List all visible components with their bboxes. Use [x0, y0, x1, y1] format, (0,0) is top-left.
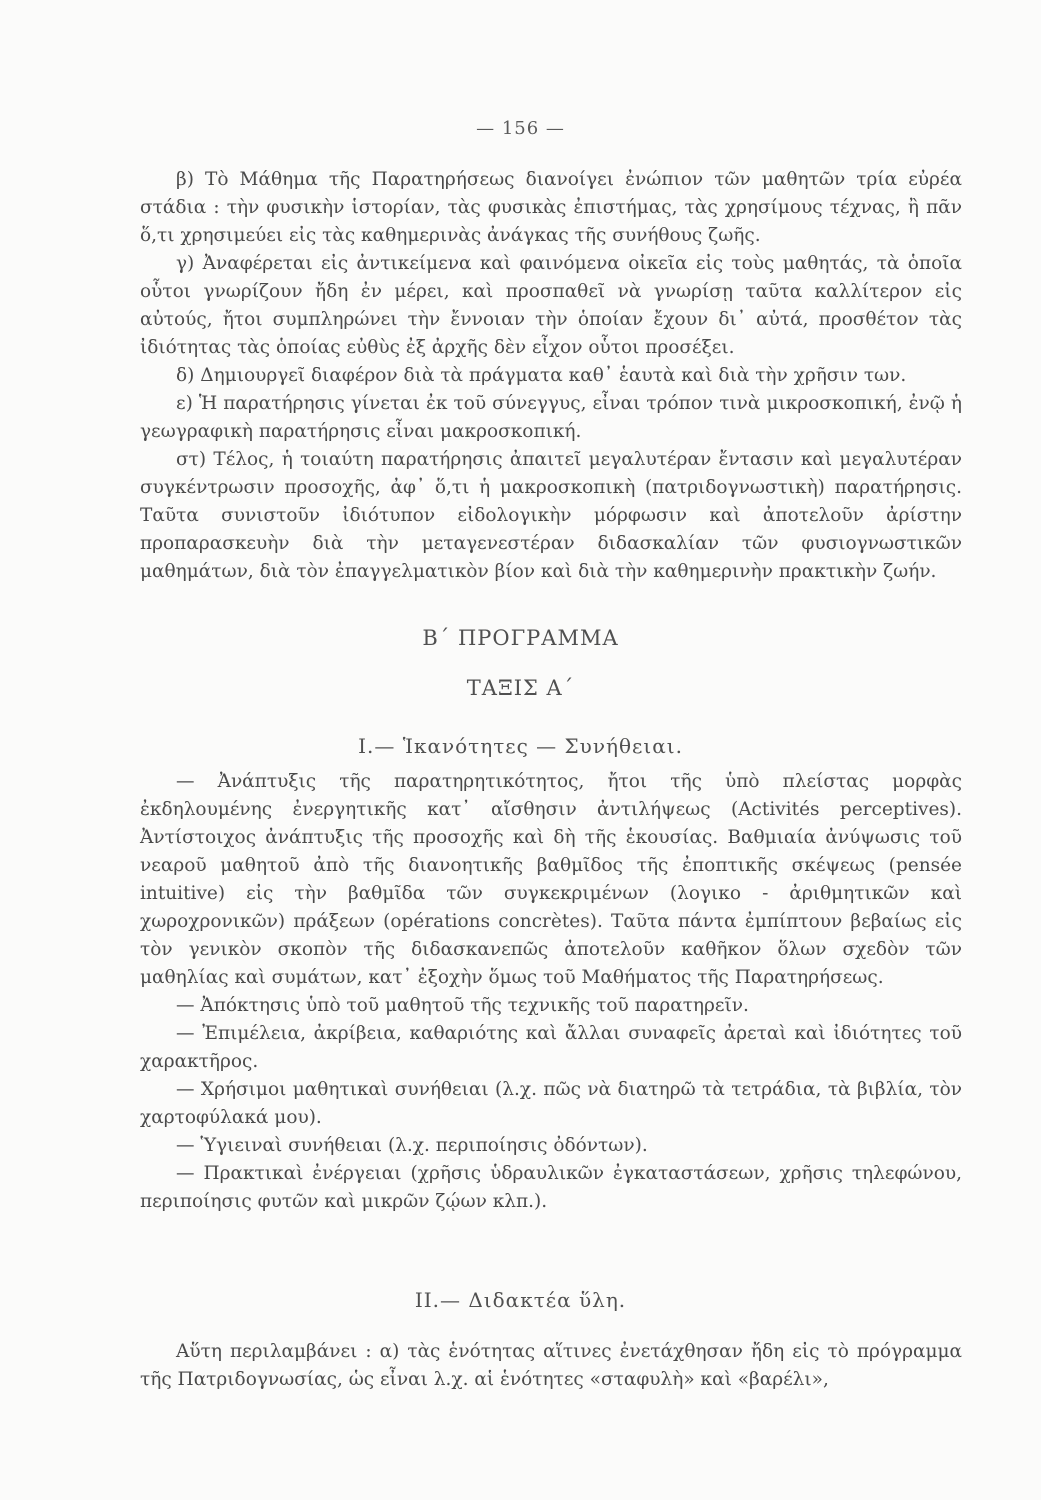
- part1-item: — Πρακτικαὶ ἐνέργειαι (χρῆσις ὑδραυλικῶν ἐγκαταστάσεων, χρῆσις τηλεφώνου, περιποίησις φυτῶν καὶ μικρῶν ζῴων κλπ.).: [140, 1163, 962, 1212]
- paragraph-st: στ) Τέλος, ἡ τοιαύτη παρατήρησις ἀπαιτεῖ μεγαλυτέραν ἔντασιν καὶ μεγαλυτέραν συγκέντρωσιν προσοχῆς, ἀφ᾿ ὅ,τι ἡ μακροσκοπικὴ (πατριδογνωστικὴ) παρατήρησις. Ταῦτα συνιστοῦν ἰδιότυπον εἰδολογικὴν μόρφωσιν καὶ ἀποτελοῦν ἀρίστην προπαρασκευὴν διὰ τὴν μεταγενεστέραν διδασκαλίαν τῶν φυσιογνωστικῶν μαθημάτων, διὰ τὸν ἐπαγγελματικὸν βίον καὶ διὰ τὴν καθημερινὴν πρακτικὴν ζωήν.: [140, 449, 962, 582]
- part1-item: — Ἀνάπτυξις τῆς παρατηρητικότητος, ἤτοι τῆς ὑπὸ πλείστας μορφὰς ἐκδηλουμένης ἐνεργητικῆς κατ᾿ αἴσθησιν ἀντιλήψεως (Activités perceptives). Ἀντίστοιχος ἀνάπτυξις τῆς προσοχῆς καὶ δὴ τῆς ἑκουσίας. Βαθμιαία ἀνύψωσις τοῦ νεαροῦ μαθητοῦ ἀπὸ τῆς διανοητικῆς βαθμῖδος τῆς ἐποπτικῆς σκέψεως (pensée intuitive) εἰς τὴν βαθμῖδα τῶν συγκεκριμένων (λογικο - ἀριθμητικῶν καὶ χωροχρονικῶν) πράξεων (opérations concrètes). Ταῦτα πάντα ἐμπίπτουν βεβαίως εἰς τὸν γενικὸν σκοπὸν τῆς διδασκανεπῶς ἀποτελοῦν καθῆκον ὅλων σχεδὸν τῶν μαθηλίας καὶ συμάτων, κατ᾿ ἐξοχὴν ὅμως τοῦ Μαθήματος τῆς Παρατηρήσεως.: [140, 771, 962, 988]
- part2-paragraph: Αὕτη περιλαμβάνει : α) τὰς ἑνότητας αἵτινες ἐνετάχθησαν ἤδη εἰς τὸ πρόγραμμα τῆς Πατριδογνωσίας, ὡς εἶναι λ.χ. αἱ ἑνότητες «σταφυλὴ» καὶ «βαρέλι»,: [140, 1341, 962, 1390]
- part1-item: — Ἀπόκτησις ὑπὸ τοῦ μαθητοῦ τῆς τεχνικῆς τοῦ παρατηρεῖν.: [176, 995, 749, 1016]
- intro-section: [140, 166, 962, 586]
- paragraph-beta: β) Τὸ Μάθημα τῆς Παρατηρήσεως διανοίγει ἐνώπιον τῶν μαθητῶν τρία εὐρέα στάδια : τὴν φυσικὴν ἱστορίαν, τὰς φυσικὰς ἐπιστήμας, τὰς χρησίμους τέχνας, ἢ πᾶν ὅ,τι χρησιμεύει εἰς τὰς καθημερινὰς ἀνάγκας τῆς συνήθους ζωῆς.: [140, 169, 962, 246]
- part2-section: [140, 1338, 962, 1394]
- paragraph-delta: δ) Δημιουργεῖ διαφέρον διὰ τὰ πράγματα καθ᾿ ἑαυτὰ καὶ διὰ τὴν χρῆσιν των.: [176, 365, 907, 386]
- section-title: Β΄ ΠΡΟΓΡΑΜΜΑ: [422, 626, 619, 650]
- part1-title-text: I.— Ἱκανότητες — Συνήθειαι.: [358, 734, 683, 758]
- class-title: ΤΑΞΙΣ Α΄: [466, 676, 575, 700]
- part1-section: [140, 768, 962, 1216]
- part1-title: [0, 734, 1041, 758]
- page-number: — 156 —: [476, 118, 565, 139]
- part1-item: — Ὑγιειναὶ συνήθειαι (λ.χ. περιποίησις ὀδόντων).: [176, 1135, 648, 1156]
- part1-item: — Χρήσιμοι μαθητικαὶ συνήθειαι (λ.χ. πῶς νὰ διατηρῶ τὰ τετράδια, τὰ βιβλία, τὸν χαρτοφύλακά μου).: [140, 1079, 962, 1128]
- part2-title: [0, 1288, 1041, 1312]
- paragraph-epsilon: ε) Ἡ παρατήρησις γίνεται ἐκ τοῦ σύνεγγυς, εἶναι τρόπον τινὰ μικροσκοπική, ἐνῷ ἡ γεωγραφικὴ παρατήρησις εἶναι μακροσκοπική.: [140, 393, 962, 442]
- part2-title-text: II.— Διδακτέα ὕλη.: [414, 1288, 627, 1312]
- part1-item: — Ἐπιμέλεια, ἀκρίβεια, καθαριότης καὶ ἄλλαι συναφεῖς ἀρεταὶ καὶ ἰδιότητες τοῦ χαρακτῆρος.: [140, 1023, 962, 1072]
- paragraph-gamma: γ) Ἀναφέρεται εἰς ἀντικείμενα καὶ φαινόμενα οἰκεῖα εἰς τοὺς μαθητάς, τὰ ὁποῖα οὗτοι γνωρίζουν ἤδη ἐν μέρει, καὶ προσπαθεῖ νὰ γνωρίσῃ ταῦτα καλλίτερον εἰς αὐτούς, ἤτοι συμπληρώνει τὴν ἔννοιαν τὴν ὁποίαν ἔχουν δι᾿ αὐτά, προσθέτον τὰς ἰδιότητας τὰς ὁποίας εὐθὺς ἐξ ἀρχῆς δὲν εἶχον οὗτοι προσέξει.: [140, 253, 962, 358]
